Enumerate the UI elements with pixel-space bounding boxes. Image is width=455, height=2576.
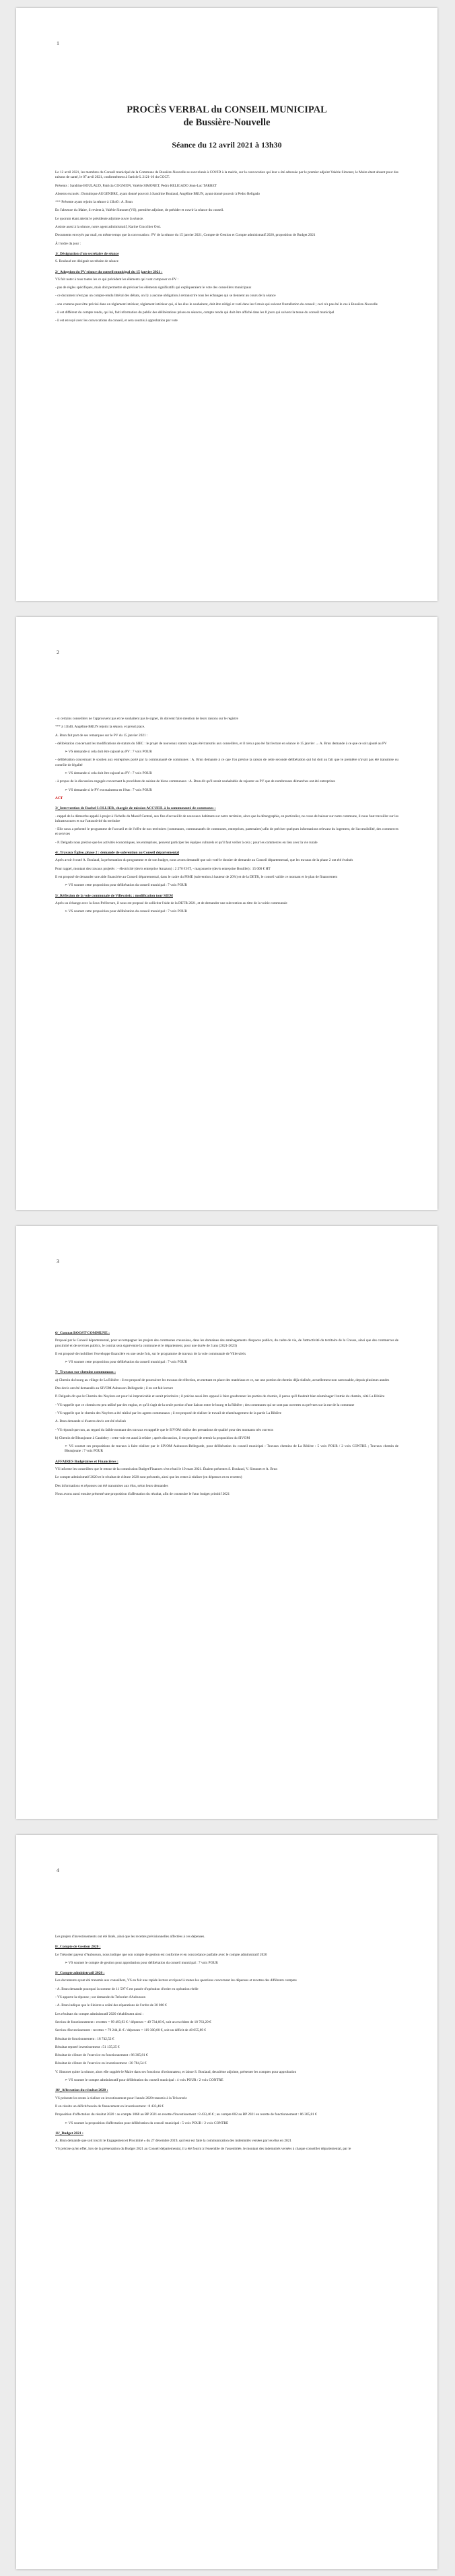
paragraph: Documents envoyés par mail, en même temps que la convocation : PV de la séance du 15 janvier 2021, Compte de Gestion et Compte administratif 2020, proposition de Budget 2021 [55,233,316,238]
vote-result: ➢ VS soumet cette proposition pour délibération du conseil municipal : 7 voix POUR [65,909,398,914]
paragraph: S. Boulaud est désignée secrétaire de séance [55,259,118,264]
page-number: 1 [57,40,59,46]
paragraph: - si certains conseillers ne l'approuvent pas et ne souhaitent pas le signer, ils doivent faire mention de leurs raisons sur le registre [55,717,238,721]
document-subtitle: de Bussière-Nouvelle [183,117,271,128]
section-heading: 7/_Travaux sur chemins communaux : [55,1370,116,1375]
vote-result: ➢ VS soumet cette proposition pour délibération du conseil municipal : 7 voix POUR [65,1360,398,1365]
paragraph: Section d'investissement : recettes = 79 244,11 € / dépenses = 119 300,00 €, soit un déficit de 40 055,89 € [55,2028,206,2033]
paragraph: Proposition d'affectation du résultat 2020 : au compte 1068 au BP 2021 en recette d'investissement : 8 433,46 € ; au compte 002 au BP 2021 en recette de fonctionnement : 86 305,81 € [55,2113,317,2117]
paragraph: Présents : Sandrine BOULAUD, Patricia COGNION, Valérie SIMONET, Pedro RELIGADO Jean-Luc TARRET [55,183,217,188]
vote-result: ➢ VS demande si cela doit être rajouté au PV : 7 voix POUR [65,750,398,754]
paragraph: Proposé par le Conseil départemental, pour accompagner les projets des communes creusoises, dans les domaines des aménagements d'espaces publics, du cadre de vie, de l'attractivité du territoire de la Creuse, ainsi que des commerces de proximité et de services publics, le contrat sera signé entre la commune et le département, pour une durée de 3 ans (2021-2023) [55,1339,398,1348]
section-heading: 1/_Désignation d'un secrétaire de séance [55,251,119,256]
page-body [55,170,398,324]
vote-result: ➢ VS soumet cette proposition pour délibération du conseil municipal : 7 voix POUR [65,883,398,888]
vote-result: ➢ VS soumet ces propositions de travaux à faire réaliser par le SIVOM Aubusson-Bellegarde, pour délibération du conseil municipal : Travaux chemins de La Ribière : 5 voix POUR / 2 voix CONTRE ; Travaux chemin de Bleaujoune : 7 voix POUR [65,1444,398,1454]
paragraph: Pour rappel, montant des travaux projetés : - électricité (devis entreprise Amazon) : 2 270 € HT, - maçonnerie (devis entreprise Bouillet) : 15 000 € HT [55,866,271,871]
section-heading: 9/_Compte administratif 2020 : [55,1971,105,1976]
paragraph: VS présente les restes à réaliser en investissement pour l'année 2020 transmis à la Trésorerie [55,2096,187,2100]
page-number: 3 [57,1258,59,1264]
paragraph: Le 12 avril 2021, les membres du Conseil municipal de la Commune de Bussière-Nouvelle se sont réunis à COVID à la mairie, sur la convocation qui leur a été adressée par le premier adjoint Valérie Simonet, le Maire étant absent pour des raisons de santé, le 07 avril 2021, conformément à l'article L 2121-10 du CGCT. [55,170,398,180]
document-page-2 [16,617,438,1210]
section-heading: 3/_Intervention de Rachel LOLLIER, chargée de mission ACCUEIL à la communauté de communes : [55,806,216,811]
section-heading: 5/_Réflexion de la voie communale de Villevaleix : modification tour SIEM [55,893,173,898]
paragraph: Résultat de clôture de l'exercice en fonctionnement : 86 305,81 € [55,2053,148,2058]
paragraph: - délibération concernant les modifications de statuts du SIEC : le projet de nouveaux statuts n'a pas été transmis aux conseillers, et il n'en a pas été fait lecture en séance le 15 janvier → A. Brun demande à ce que ce soit ajouté au PV [55,741,387,746]
paragraph: - A. Brun indique que le Sinistre a coûté des réparations de l'ordre de 30 000 € [55,2003,167,2008]
section-heading: 6/_Contrat BOOST'COMMUNE : [55,1331,110,1335]
red-annotation: ACT [55,796,63,800]
section-heading: AFFAIRES Budgétaires et Financières : [55,1459,118,1464]
paragraph: Les résultats du compte administratif 2020 s'établissent ainsi : [55,2011,144,2016]
paragraph: - P. Delgado nous précise que les activités économiques, les entreprises, peuvent participer les équipes culturels et qu'il faut veiller à cela ; pour les commerces en lien avec la vie rurale [55,840,318,845]
paragraph: - VS apporte la réponse ; sur demande du Trésorier d'Aubusson [55,1995,146,2000]
paragraph: - A. Brun demande pourquoi la somme de 11 597 € est passée d'opération d'ordre en opération réelle [55,1987,199,1991]
paragraph: VS informe les conseillers que le retour de la commission Budget/Finances s'est réuni le 19 mars 2021. Étaient présentes S. Boulaud, V. Simonet et A. Brun [55,1467,277,1472]
paragraph: Le quorum étant atteint le présidente adjointe ouvre la séance. [55,216,144,221]
paragraph: Les projets d'investissements ont été listés, ainsi que les recettes prévisionnelles affectées à ces dépenses. [55,1935,205,1939]
paragraph: À l'ordre du jour : [55,241,81,246]
paragraph: *** à 13h40, Angéline BRUN rejoint la séance, et prend place. [55,725,145,730]
paragraph: A. Brun demande si d'autres devis ont été réalisés [55,1419,127,1424]
paragraph: VS précise qu'en effet, lors de la présentation du Budget 2021 au Conseil départemental, il a été fourni à l'ensemble de l'assemblée, le montant des indemnités versées à chaque conseiller départemental, par le [55,2147,351,2152]
vote-result: ➢ VS soumet la proposition d'affectation pour délibération du conseil municipal : 5 voix POUR / 2 voix CONTRE [65,2121,398,2126]
paragraph: Le Trésorier payeur d'Aubusson, nous indique que son compte de gestion est conforme et en concordance parfaite avec le compte administratif 2020 [55,1952,267,1957]
paragraph: - VS rappelle que ce chemin est peu utilisé par des engins, et qu'il s'agit de la seule portion d'une liaison entre le bourg et la Ribière ; des communes qui ne sont pas ouvertes ou prévues sur la rue de la commune [55,1403,355,1407]
page-body [55,1331,398,1497]
paragraph: P. Delgado dit que le Chemin des Noyères est pour lui impraticable et serait prioritaire ; il précise aussi être opposé à faire goudronner les parties de chemin, il pense qu'il faudrait bien réaménager l'entrée du chemin, côté La Ribière [55,1394,385,1399]
paragraph: Le compte administratif 2020 et le résultat de clôture 2020 sont présentés, ainsi que les restes à réaliser (en dépenses et en recettes) [55,1475,242,1480]
paragraph: - délibération concernant le soutien aux entreprises porté par la communauté de communes : A. Brun demande à ce que l'on précise la raison de cette seconde délibération qui lui doit au fait que le première n'avait pas été transmise ou contrôle de légalité [55,758,398,767]
section-heading: 4/_Travaux Église, phase 2 : demande de subvention au Conseil départemental [55,851,180,856]
paragraph: A. Brun demande que soit inscrit le Engagement et Proximité » du 27 décembre 2019, qui leur est faite la communication des indemnités versées par les élus en 2021 [55,2139,291,2144]
paragraph: Des informations et réponses ont été transmises aux élus, selon leurs demandes [55,1483,168,1488]
paragraph: Section de fonctionnement : recettes = 99 493,93 € / dépenses = 49 734,66 €, soit un excédent de 18 763,29 € [55,2020,211,2024]
document-page-1 [16,8,438,601]
paragraph: Il est proposé de mobiliser l'enveloppe financière en une seule fois, sur le programme de travaux de la voie communale de Villevaleix [55,1351,246,1356]
document-title: PROCÈS VERBAL du CONSEIL MUNICIPAL [127,104,327,115]
document-page-4 [16,1835,438,2569]
paragraph: Assiste aussi à la séance, notre agent administratif, Karine Gracchier Orsi. [55,225,162,230]
paragraph: - il est envoyé avec les convocations du conseil, et sera soumis à approbation par vote [55,319,178,323]
paragraph: Il est proposé de demander une aide financière au Conseil départemental, dans le cadre du PIME (subvention à hauteur de 20%) et de la DETR, le conseil valide ce montant et le plan de financement [55,874,338,879]
page-body [55,1935,398,2152]
paragraph: V. Simonet quitte la séance, alors elle supplée le Maire dans ses fonctions d'ordonnateur, et laisse S. Boulaud, deuxième adjointe, présenter les comptes pour approbation [55,2069,297,2074]
paragraph: Résultat de fonctionnement : 18 742,52 € [55,2036,114,2041]
paragraph: Il en résulte un déficit/besoin de financement en investissement : 8 433,46 € [55,2104,164,2108]
paragraph: Résultat de clôture de l'exercice en investissement : 30 784,54 € [55,2061,147,2066]
vote-result: ➢ VS soumet le compte administratif pour délibération du conseil municipal : 4 voix POUR / 2 voix CONTRE [65,2078,398,2083]
paragraph: - VS rappelle que le chemin des Noyères a été réalisé par les agents communaux ; il est proposé de réaliser le travail de réaménagement de la partie La Ribière [55,1411,281,1415]
paragraph: - rappel de la démarche appelé à projet à l'échelle du Massif Central, aux fins d'accueillir de nouveaux habitants sur notre territoire, alors que la démographie, en particulier, ne cesse de baisser sur notre commune, il nous faut travailler sur les infrastructures et sur l'attractivité du territoire [55,814,398,823]
paragraph: Des devis ont été demandés au SIVOM Aubusson-Bellegarde ; il en est fait lecture [55,1386,174,1391]
paragraph: - à propos de la discussion engagée concernant la procédure de saisine de biens communaux : A. Brun dit qu'il serait souhaitable de rajouter au PV que de nombreuses démarches ont été entreprises [55,779,336,784]
section-heading: 10/_Affectation du résultat 2020 : [55,2088,108,2093]
paragraph: b) Chemin de Bleaujoune à Caudebry : cette voie est aussi à refaire ; après discussion, il est proposé de retenir la proposition du SIVOM [55,1436,250,1440]
document-page-3 [16,1226,438,1819]
paragraph: - il est différent du compte rendu, qui lui, fait information du public des délibérations prises en séances, compte rendu qui doit être affiché dans les 8 jours qui suivent la tenue du conseil municipal [55,311,335,315]
paragraph: *** Présente ayant rejoint la séance à 13h40 : A. Brun [55,200,133,205]
section-heading: 2/_Adoption du PV séance du conseil municipal du 15 janvier 2021 : [55,269,163,274]
paragraph: - Elle nous a présenté le programme de l'accueil et de l'offre de nos territoires (communes, communautés de communes, entreprises, partenaires) afin de préciser quelques informations relevant du logement, de l'accessibilité, des commerces et services [55,827,398,837]
page-number: 4 [57,1867,59,1873]
section-heading: 8/_Compte de Gestion 2020 : [55,1945,101,1950]
page-body [55,717,398,914]
paragraph: Les documents ayant été transmis aux conseillers, VS en fait une rapide lecture et répond à toutes les questions concernant les dépenses et recettes des différents comptes [55,1978,297,1983]
paragraph: - ce document n'est pas un compte-rendu littéral des débats, on l'y a aucune obligation à retranscrire tous les échanges qui se tiennent au cours de la séance [55,294,276,298]
paragraph: - son contenu peut être précisé dans un règlement intérieur, règlement intérieur qui, si les élus le souhaitent, doit être rédigé et voté dans les 6 mois qui suivent l'installation du conseil ; ceci n'a pas été le cas à Bussière-Nouvelle [55,302,378,307]
paragraph: Après un échange avec la Sous-Préfecture, il nous est proposé de solliciter l'aide de la DETR 2021, et de demander une subvention au titre de la voirie communale [55,901,287,905]
paragraph: - pas de règles spécifiques, mais doit permettre de préciser les éléments significatifs qui expliqueraient le vote des conseillers municipaux [55,286,252,290]
paragraph: a) Chemin du bourg au village de La Ribière : il est proposé de poursuivre les travaux de réfection, en mettant en place des matériaux et ce, sur une portion de chemin déjà réalisée, actuellement non carrossable, depuis plusieurs années [55,1378,390,1382]
vote-result: ➢ VS demande si le PV est maintenu en l'état : 7 voix POUR [65,788,398,793]
paragraph: Après avoir écouté A. Boulaud, la présentation du programme et de son budget, nous avons demandé que soit voté le dossier de demande au Conseil départemental, que les travaux de la phase 2 ont été évalués [55,858,353,863]
section-heading: 11/_Budget 2021 : [55,2131,83,2135]
paragraph: Résultat reporté investissement : 51 135,25 € [55,2044,120,2049]
paragraph: A. Brun fait part de ses remarques sur le PV du 15 janvier 2021 : [55,733,148,738]
vote-result: ➢ VS demande si cela doit être rajouté au PV : 7 voix POUR [65,771,398,776]
paragraph: Nous avons aussi ensuite présenté une proposition d'affectation du résultat, afin de construire le futur budget primitif 2021 [55,1491,230,1496]
paragraph: VS fait noter à tous toutes les ce qui précèdent les éléments qui vont composer ce PV : [55,277,179,282]
paragraph: En l'absence du Maire, il revient à, Valérie Simonet (VS), première adjointe, de présider et ouvrir la séance du conseil. [55,208,224,213]
seance-date: Séance du 12 avril 2021 à 13h30 [172,140,282,150]
paragraph: - VS répond que non, au regard du faible montant des travaux et rappelle que le SIVOM réalise des prestations de qualité pour des montants très corrects [55,1427,273,1432]
paragraph: Absents excusés : Dominique AUGENDRE, ayant donné pouvoir à Sandrine Boulaud, Angéline BRUN, ayant donné pouvoir à Pedro Religado [55,191,260,196]
vote-result: ➢ VS soumet le compte de gestion pour approbation pour délibération du conseil municipal : 7 voix POUR [65,1961,398,1966]
page-number: 2 [57,649,59,655]
